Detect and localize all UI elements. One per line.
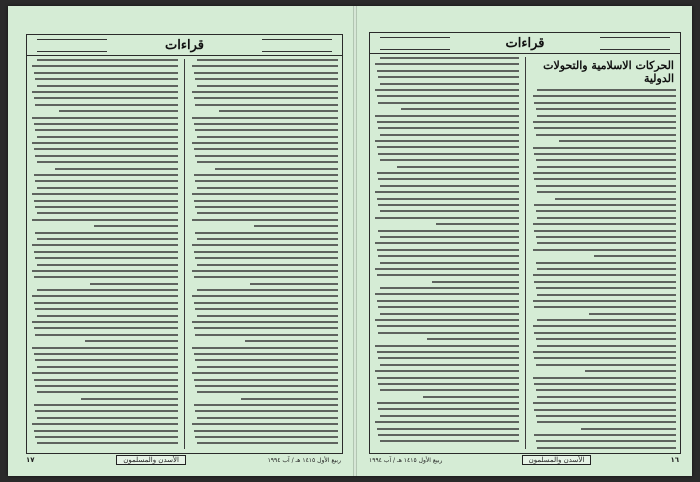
body-text-line <box>534 306 676 308</box>
body-text-line <box>378 434 518 436</box>
body-text-line <box>219 110 338 112</box>
body-text-line <box>378 408 518 410</box>
body-text-line <box>537 242 676 244</box>
body-text-line <box>194 97 338 99</box>
header-ornament <box>37 39 107 52</box>
body-text-line <box>380 415 519 417</box>
body-text-line <box>533 351 676 353</box>
body-text-line <box>536 389 676 391</box>
body-text-line <box>536 159 676 161</box>
body-text-line <box>192 142 338 144</box>
body-text-line <box>34 276 178 278</box>
body-text-line <box>377 428 519 430</box>
body-text-line <box>34 72 178 74</box>
body-text-line <box>533 249 676 251</box>
body-text-line <box>37 289 178 291</box>
section-title: قراءات <box>505 35 545 51</box>
body-text-line <box>377 351 519 353</box>
body-text-line <box>32 219 178 221</box>
body-text-line <box>380 210 519 212</box>
body-text-line <box>380 159 519 161</box>
body-text-line <box>195 129 338 131</box>
body-text-line <box>195 104 338 106</box>
body-text-line <box>192 372 338 374</box>
body-text-line <box>375 89 518 91</box>
body-text-line <box>194 174 338 176</box>
body-text-line <box>537 191 676 193</box>
body-text-line <box>536 108 676 110</box>
body-text-line <box>241 398 338 400</box>
body-text-line <box>380 185 519 187</box>
body-text-line <box>195 359 338 361</box>
body-text-line <box>35 359 178 361</box>
body-text-line <box>35 104 178 106</box>
body-text-line <box>192 347 338 349</box>
body-text-line <box>375 140 518 142</box>
body-text-line <box>215 168 338 170</box>
body-text-line <box>375 115 518 117</box>
body-text-line <box>195 232 338 234</box>
body-text-line <box>427 338 518 340</box>
body-text-line <box>536 364 676 366</box>
body-text-line <box>537 294 676 296</box>
body-text-line <box>194 200 338 202</box>
body-text-line <box>195 436 338 438</box>
body-text-line <box>254 225 338 227</box>
text-column-right <box>191 59 338 449</box>
issue-date: ربيع الأول ١٤١٥ هـ / آب ١٩٩٤ <box>267 456 341 464</box>
body-text-line <box>35 180 178 182</box>
body-text-line <box>197 417 338 419</box>
body-text-line <box>35 129 178 131</box>
body-text-line <box>194 148 338 150</box>
body-text-line <box>534 434 676 436</box>
body-text-line <box>559 140 676 142</box>
body-text-line <box>35 410 178 412</box>
right-page-header <box>370 33 680 54</box>
body-text-line <box>195 410 338 412</box>
body-text-line <box>533 223 676 225</box>
body-text-line <box>536 440 676 442</box>
article-title: الحركات الاسلامية والتحولات الدولية <box>543 59 674 85</box>
body-text-line <box>35 308 178 310</box>
body-text-line <box>194 72 338 74</box>
body-text-line <box>536 210 676 212</box>
body-text-line <box>34 148 178 150</box>
body-text-line <box>34 353 178 355</box>
body-text-line <box>537 421 676 423</box>
body-text-line <box>197 366 338 368</box>
body-text-line <box>34 302 178 304</box>
body-text-line <box>192 244 338 246</box>
body-text-line <box>32 347 178 349</box>
body-text-line <box>34 123 178 125</box>
body-text-line <box>37 136 178 138</box>
body-text-line <box>378 153 518 155</box>
body-text-line <box>537 396 676 398</box>
body-text-line <box>555 198 676 200</box>
body-text-line <box>375 63 518 65</box>
body-text-line <box>378 255 518 257</box>
body-text-line <box>35 232 178 234</box>
body-text-line <box>377 95 519 97</box>
body-text-line <box>533 300 676 302</box>
body-text-line <box>37 264 178 266</box>
body-text-line <box>192 91 338 93</box>
body-text-line <box>35 155 178 157</box>
body-text-line <box>375 421 518 423</box>
body-text-line <box>536 262 676 264</box>
body-text-line <box>37 187 178 189</box>
body-text-line <box>377 172 519 174</box>
body-text-line <box>197 85 338 87</box>
body-text-line <box>195 155 338 157</box>
body-text-line <box>37 212 178 214</box>
body-text-line <box>537 268 676 270</box>
body-text-line <box>377 249 519 251</box>
body-text-line <box>534 178 676 180</box>
body-text-line <box>378 102 518 104</box>
body-text-line <box>377 146 519 148</box>
body-text-line <box>534 332 676 334</box>
body-text-line <box>197 391 338 393</box>
body-text-line <box>94 225 178 227</box>
body-text-line <box>380 364 519 366</box>
body-text-line <box>192 321 338 323</box>
body-text-line <box>59 110 178 112</box>
body-text-line <box>397 166 518 168</box>
body-text-line <box>197 289 338 291</box>
left-page-header <box>27 35 342 56</box>
body-text-line <box>534 357 676 359</box>
body-text-line <box>37 315 178 317</box>
body-text-line <box>37 238 178 240</box>
body-text-line <box>195 78 338 80</box>
body-text-line <box>378 178 518 180</box>
body-text-line <box>194 379 338 381</box>
body-text-line <box>32 65 178 67</box>
masthead: الأسدن والمسلمون <box>116 455 186 465</box>
body-text-line <box>245 340 338 342</box>
body-text-line <box>432 281 519 283</box>
body-text-line <box>192 193 338 195</box>
body-text-line <box>250 283 338 285</box>
body-text-line <box>197 212 338 214</box>
body-text-line <box>534 127 676 129</box>
body-text-line <box>35 206 178 208</box>
body-text-line <box>32 295 178 297</box>
body-text-line <box>194 404 338 406</box>
body-text-line <box>377 300 519 302</box>
body-text-line <box>85 340 178 342</box>
body-text-line <box>194 123 338 125</box>
body-text-line <box>192 219 338 221</box>
body-text-line <box>533 274 676 276</box>
body-text-line <box>380 389 519 391</box>
body-text-line <box>32 321 178 323</box>
body-text-line <box>594 255 676 257</box>
body-text-line <box>536 338 676 340</box>
body-text-line <box>375 217 518 219</box>
body-text-line <box>195 308 338 310</box>
left-page-columns <box>31 59 338 449</box>
column-divider <box>525 57 526 449</box>
body-text-line <box>534 204 676 206</box>
body-text-line <box>378 306 518 308</box>
body-text-line <box>194 430 338 432</box>
body-text-line <box>37 161 178 163</box>
page-number: ١٦ <box>670 456 679 464</box>
body-text-line <box>194 276 338 278</box>
body-text-line <box>194 327 338 329</box>
body-text-line <box>192 270 338 272</box>
body-text-line <box>197 187 338 189</box>
body-text-line <box>380 83 519 85</box>
body-text-line <box>378 76 518 78</box>
body-text-line <box>534 409 676 411</box>
body-text-line <box>90 283 178 285</box>
body-text-line <box>536 185 676 187</box>
body-text-line <box>536 134 676 136</box>
body-text-line <box>197 161 338 163</box>
column-divider <box>184 59 185 449</box>
text-column-left <box>374 57 519 449</box>
right-page-columns <box>374 57 676 449</box>
body-text-line <box>32 423 178 425</box>
body-text-line <box>37 59 178 61</box>
body-text-line <box>197 442 338 444</box>
body-text-line <box>32 193 178 195</box>
magazine-spread <box>8 6 692 476</box>
body-text-line <box>536 236 676 238</box>
body-text-line <box>34 174 178 176</box>
body-text-line <box>536 415 676 417</box>
body-text-line <box>81 398 178 400</box>
body-text-line <box>37 391 178 393</box>
body-text-line <box>197 238 338 240</box>
body-text-line <box>377 377 519 379</box>
body-text-line <box>401 108 518 110</box>
body-text-line <box>34 97 178 99</box>
body-text-line <box>378 357 518 359</box>
body-text-line <box>534 102 676 104</box>
body-text-line <box>375 293 518 295</box>
body-text-line <box>534 281 676 283</box>
page-number: ١٧ <box>26 456 35 464</box>
body-text-line <box>533 172 676 174</box>
body-text-line <box>537 447 676 449</box>
body-text-line <box>377 274 519 276</box>
body-text-line <box>380 134 519 136</box>
body-text-line <box>378 230 518 232</box>
body-text-line <box>380 236 519 238</box>
body-text-line <box>375 191 518 193</box>
body-text-line <box>192 423 338 425</box>
body-text-line <box>194 302 338 304</box>
body-text-line <box>375 319 518 321</box>
body-text-line <box>35 436 178 438</box>
body-text-line <box>537 115 676 117</box>
body-text-line <box>533 95 676 97</box>
body-text-line <box>34 251 178 253</box>
body-text-line <box>37 442 178 444</box>
body-text-line <box>34 327 178 329</box>
body-text-line <box>378 204 518 206</box>
body-text-line <box>377 121 519 123</box>
body-text-line <box>536 287 676 289</box>
body-text-line <box>34 430 178 432</box>
body-text-line <box>378 383 518 385</box>
body-text-line <box>375 242 518 244</box>
body-text-line <box>37 417 178 419</box>
left-page-frame <box>26 34 343 454</box>
body-text-line <box>537 217 676 219</box>
right-page-frame <box>369 32 681 454</box>
body-text-line <box>380 57 519 59</box>
body-text-line <box>55 168 178 170</box>
body-text-line <box>192 65 338 67</box>
body-text-line <box>436 223 518 225</box>
body-text-line <box>37 85 178 87</box>
body-text-line <box>423 396 518 398</box>
body-text-line <box>533 402 676 404</box>
left-page <box>8 6 353 476</box>
right-page-footer <box>369 454 679 466</box>
body-text-line <box>35 257 178 259</box>
body-text-line <box>378 127 518 129</box>
body-text-line <box>194 251 338 253</box>
issue-date: ربيع الأول ١٤١٥ هـ / آب ١٩٩٤ <box>369 456 443 464</box>
body-text-line <box>375 345 518 347</box>
text-column-right <box>532 57 677 449</box>
body-text-line <box>380 313 519 315</box>
body-text-line <box>380 287 519 289</box>
body-text-line <box>34 200 178 202</box>
body-text-line <box>194 353 338 355</box>
body-text-line <box>32 91 178 93</box>
body-text-line <box>375 370 518 372</box>
header-ornament <box>380 37 450 50</box>
body-text-line <box>377 402 519 404</box>
left-page-footer <box>26 454 341 466</box>
header-ornament <box>262 39 332 52</box>
body-text-line <box>377 325 519 327</box>
body-text-line <box>192 117 338 119</box>
body-text-line <box>192 295 338 297</box>
body-text-line <box>32 372 178 374</box>
body-text-line <box>195 206 338 208</box>
body-text-line <box>534 153 676 155</box>
body-text-line <box>32 117 178 119</box>
body-text-line <box>537 319 676 321</box>
body-text-line <box>380 440 519 442</box>
body-text-line <box>533 325 676 327</box>
body-text-line <box>375 268 518 270</box>
body-text-line <box>581 428 676 430</box>
section-title: قراءات <box>165 37 204 53</box>
body-text-line <box>589 313 676 315</box>
text-column-left <box>31 59 178 449</box>
body-text-line <box>34 379 178 381</box>
body-text-line <box>537 89 676 91</box>
body-text-line <box>534 230 676 232</box>
body-text-line <box>32 142 178 144</box>
body-text-line <box>533 377 676 379</box>
masthead: الأسدن والمسلمون <box>522 455 592 465</box>
body-text-line <box>195 257 338 259</box>
body-text-line <box>537 345 676 347</box>
body-text-line <box>585 370 676 372</box>
body-text-line <box>195 385 338 387</box>
body-text-line <box>37 366 178 368</box>
header-ornament <box>600 37 670 50</box>
body-text-line <box>35 78 178 80</box>
body-text-line <box>197 315 338 317</box>
body-text-line <box>34 404 178 406</box>
body-text-line <box>537 166 676 168</box>
body-text-line <box>377 70 519 72</box>
body-text-line <box>534 383 676 385</box>
body-text-line <box>195 180 338 182</box>
body-text-line <box>35 334 178 336</box>
body-text-line <box>378 332 518 334</box>
body-text-line <box>380 262 519 264</box>
body-text-line <box>32 270 178 272</box>
body-text-line <box>533 147 676 149</box>
body-text-line <box>32 244 178 246</box>
body-text-line <box>35 385 178 387</box>
body-text-line <box>377 198 519 200</box>
body-text-line <box>197 264 338 266</box>
right-page <box>357 6 692 476</box>
body-text-line <box>533 121 676 123</box>
body-text-line <box>197 59 338 61</box>
body-text-line <box>197 136 338 138</box>
body-text-line <box>195 334 338 336</box>
